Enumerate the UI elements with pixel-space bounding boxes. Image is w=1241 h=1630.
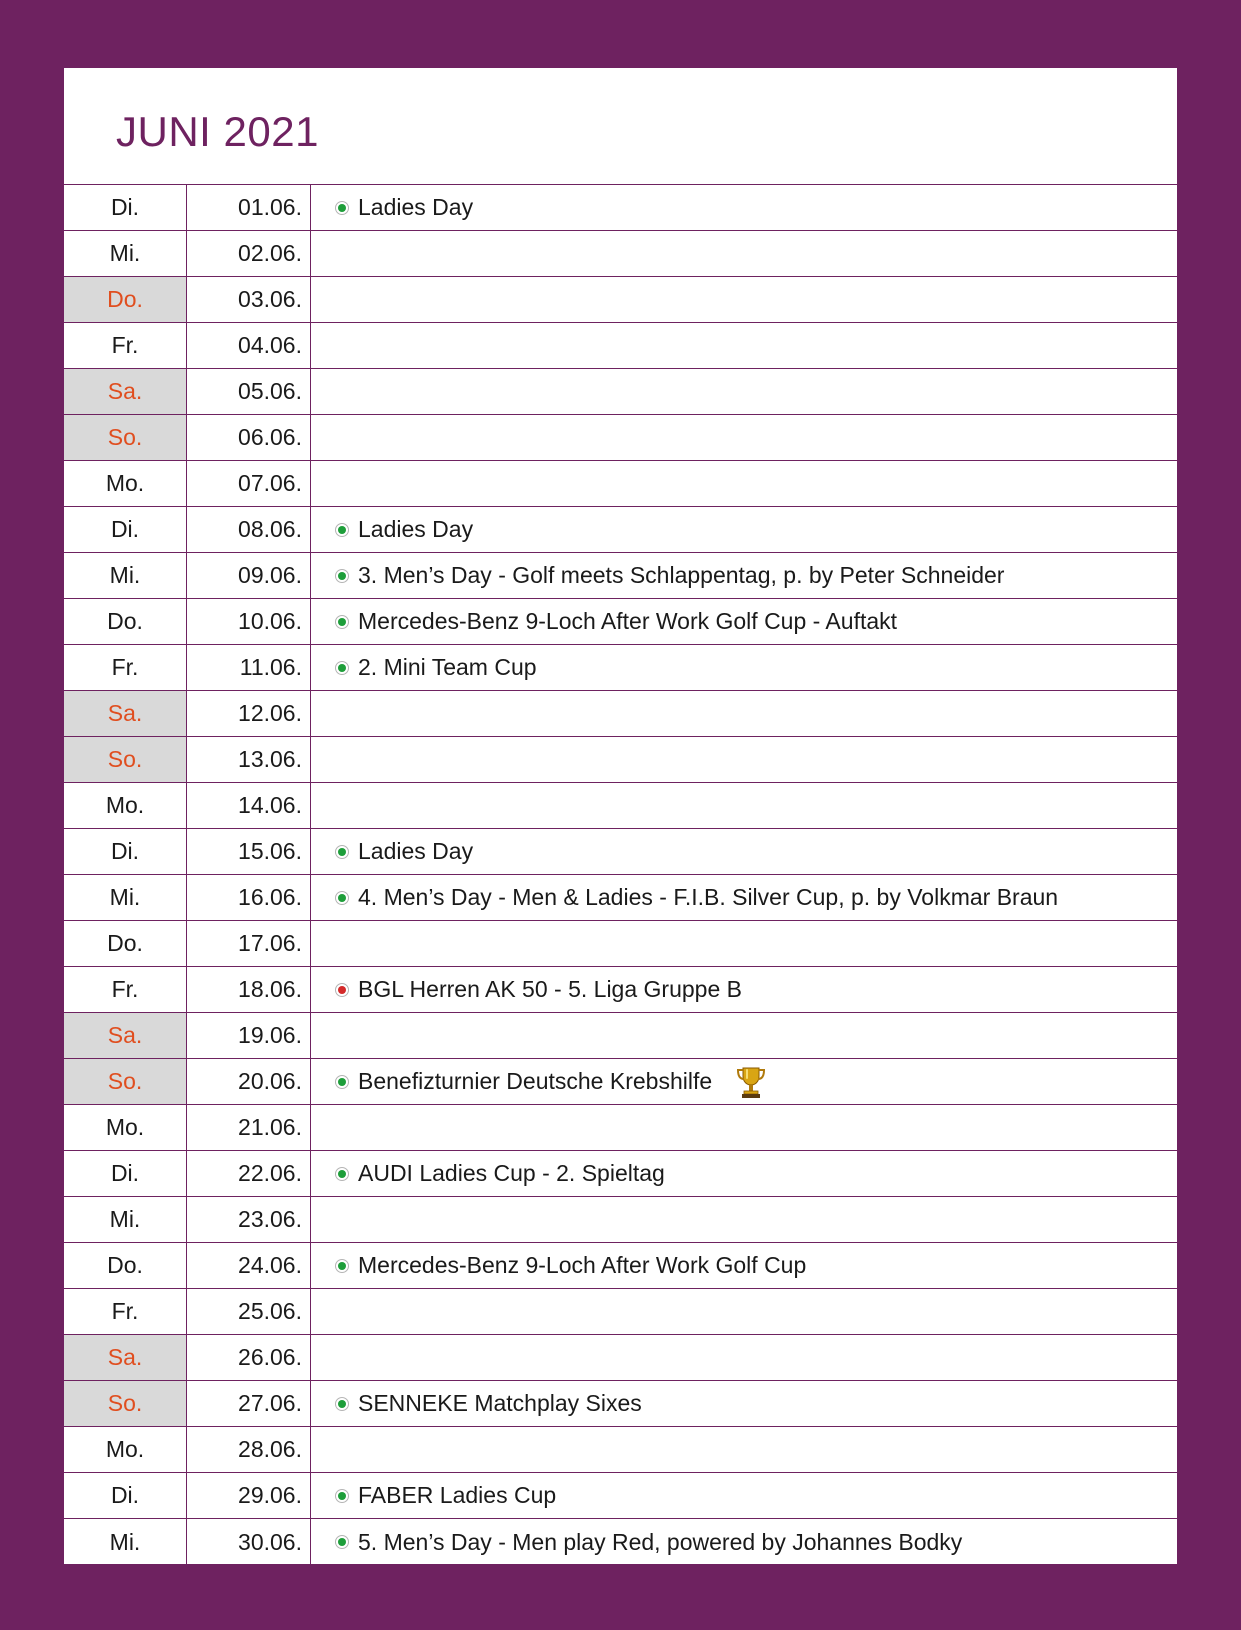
event-title: 5. Men’s Day - Men play Red, powered by Johannes Bodky bbox=[358, 1528, 963, 1555]
event-cell bbox=[311, 1151, 1177, 1196]
date-cell: 08.06. bbox=[187, 507, 311, 552]
calendar-row bbox=[64, 1381, 1177, 1427]
weekday-cell: Fr. bbox=[64, 1289, 187, 1334]
weekday-cell: So. bbox=[64, 415, 187, 460]
event-status-icon bbox=[335, 1075, 349, 1089]
weekday-cell: Fr. bbox=[64, 323, 187, 368]
event-status-icon bbox=[335, 523, 349, 537]
date-cell: 04.06. bbox=[187, 323, 311, 368]
calendar-row bbox=[64, 1243, 1177, 1289]
weekday-cell: Sa. bbox=[64, 1013, 187, 1058]
date-cell: 02.06. bbox=[187, 231, 311, 276]
date-cell: 22.06. bbox=[187, 1151, 311, 1196]
date-cell: 17.06. bbox=[187, 921, 311, 966]
calendar-row bbox=[64, 323, 1177, 369]
calendar-sheet bbox=[64, 68, 1177, 1564]
event-title: BGL Herren AK 50 - 5. Liga Gruppe B bbox=[358, 976, 742, 1002]
calendar-row bbox=[64, 1335, 1177, 1381]
event-cell bbox=[311, 507, 1177, 552]
event-title: Benefizturnier Deutsche Krebshilfe bbox=[358, 1068, 713, 1094]
weekday-cell: Mi. bbox=[64, 875, 187, 920]
date-cell: 11.06. bbox=[187, 645, 311, 690]
event-title: Mercedes-Benz 9-Loch After Work Golf Cup bbox=[358, 1252, 807, 1278]
date-cell: 23.06. bbox=[187, 1197, 311, 1242]
calendar-row bbox=[64, 921, 1177, 967]
weekday-cell: Di. bbox=[64, 1151, 187, 1196]
event-cell bbox=[311, 599, 1177, 644]
weekday-cell: So. bbox=[64, 1059, 187, 1104]
date-cell: 28.06. bbox=[187, 1427, 311, 1472]
date-cell: 20.06. bbox=[187, 1059, 311, 1104]
event-cell bbox=[311, 875, 1177, 920]
event-cell bbox=[311, 645, 1177, 690]
date-cell: 25.06. bbox=[187, 1289, 311, 1334]
event-status-icon bbox=[335, 1259, 349, 1273]
date-cell: 15.06. bbox=[187, 829, 311, 874]
event-title: Ladies Day bbox=[358, 838, 474, 864]
calendar-row bbox=[64, 1105, 1177, 1151]
calendar-row bbox=[64, 875, 1177, 921]
page-title: JUNI 2021 bbox=[116, 108, 319, 155]
calendar-table bbox=[64, 184, 1177, 1565]
calendar-row bbox=[64, 967, 1177, 1013]
weekday-cell: Di. bbox=[64, 185, 187, 230]
calendar-row bbox=[64, 829, 1177, 875]
date-cell: 14.06. bbox=[187, 783, 311, 828]
weekday-cell: Do. bbox=[64, 921, 187, 966]
date-cell: 12.06. bbox=[187, 691, 311, 736]
event-cell bbox=[311, 1473, 1177, 1518]
event-title: 4. Men’s Day - Men & Ladies - F.I.B. Silver Cup, p. by Volkmar Braun bbox=[358, 884, 1059, 910]
calendar-row bbox=[64, 599, 1177, 645]
event-status-icon bbox=[335, 569, 349, 583]
calendar-row bbox=[64, 1427, 1177, 1473]
weekday-cell: Do. bbox=[64, 277, 187, 322]
weekday-cell: Mi. bbox=[64, 1197, 187, 1242]
weekday-cell: Mo. bbox=[64, 461, 187, 506]
date-cell: 10.06. bbox=[187, 599, 311, 644]
weekday-cell: Sa. bbox=[64, 369, 187, 414]
date-cell: 06.06. bbox=[187, 415, 311, 460]
date-cell: 29.06. bbox=[187, 1473, 311, 1518]
date-cell: 01.06. bbox=[187, 185, 311, 230]
event-title: Mercedes-Benz 9-Loch After Work Golf Cup - Auftakt bbox=[358, 608, 898, 634]
calendar-row bbox=[64, 277, 1177, 323]
event-cell bbox=[311, 185, 1177, 230]
calendar-row bbox=[64, 415, 1177, 461]
date-cell: 21.06. bbox=[187, 1105, 311, 1150]
date-cell: 16.06. bbox=[187, 875, 311, 920]
weekday-cell: Di. bbox=[64, 829, 187, 874]
event-status-icon bbox=[335, 661, 349, 675]
calendar-row bbox=[64, 231, 1177, 277]
date-cell: 27.06. bbox=[187, 1381, 311, 1426]
calendar-row bbox=[64, 1289, 1177, 1335]
calendar-row bbox=[64, 1519, 1177, 1565]
date-cell: 07.06. bbox=[187, 461, 311, 506]
event-status-icon bbox=[335, 201, 349, 215]
weekday-cell: Fr. bbox=[64, 645, 187, 690]
date-cell: 09.06. bbox=[187, 553, 311, 598]
weekday-cell: Do. bbox=[64, 599, 187, 644]
event-status-icon bbox=[335, 891, 349, 905]
weekday-cell: Mi. bbox=[64, 231, 187, 276]
calendar-row bbox=[64, 369, 1177, 415]
weekday-cell: Sa. bbox=[64, 1335, 187, 1380]
calendar-row bbox=[64, 645, 1177, 691]
weekday-cell: Fr. bbox=[64, 967, 187, 1012]
calendar-row bbox=[64, 1473, 1177, 1519]
weekday-cell: Mo. bbox=[64, 783, 187, 828]
event-cell bbox=[311, 829, 1177, 874]
event-status-icon bbox=[335, 983, 349, 997]
calendar-row bbox=[64, 783, 1177, 829]
calendar-row bbox=[64, 1013, 1177, 1059]
weekday-cell: Di. bbox=[64, 1473, 187, 1518]
event-title: 3. Men’s Day - Golf meets Schlappentag, p. by Peter Schneider bbox=[358, 562, 1005, 588]
event-cell bbox=[311, 553, 1177, 598]
weekday-cell: So. bbox=[64, 737, 187, 782]
calendar-row bbox=[64, 553, 1177, 599]
event-title: SENNEKE Matchplay Sixes bbox=[358, 1390, 642, 1416]
event-title: AUDI Ladies Cup - 2. Spieltag bbox=[358, 1160, 665, 1186]
event-cell bbox=[311, 1059, 1177, 1104]
weekday-cell: Sa. bbox=[64, 691, 187, 736]
event-cell bbox=[311, 1381, 1177, 1426]
calendar-row bbox=[64, 185, 1177, 231]
calendar-row bbox=[64, 1197, 1177, 1243]
date-cell: 24.06. bbox=[187, 1243, 311, 1288]
event-cell bbox=[311, 967, 1177, 1012]
date-cell: 13.06. bbox=[187, 737, 311, 782]
date-cell: 05.06. bbox=[187, 369, 311, 414]
date-cell: 18.06. bbox=[187, 967, 311, 1012]
event-status-icon bbox=[335, 615, 349, 629]
weekday-cell: Mo. bbox=[64, 1105, 187, 1150]
weekday-cell: Di. bbox=[64, 507, 187, 552]
weekday-cell: Mo. bbox=[64, 1427, 187, 1472]
calendar-row bbox=[64, 461, 1177, 507]
event-status-icon bbox=[335, 1167, 349, 1181]
calendar-row bbox=[64, 1151, 1177, 1197]
event-title: FABER Ladies Cup bbox=[358, 1482, 557, 1508]
date-cell: 03.06. bbox=[187, 277, 311, 322]
calendar-row bbox=[64, 507, 1177, 553]
weekday-cell: So. bbox=[64, 1381, 187, 1426]
trophy-icon bbox=[736, 1065, 766, 1099]
event-cell bbox=[311, 1243, 1177, 1288]
date-cell: 30.06. bbox=[187, 1519, 311, 1565]
date-cell: 26.06. bbox=[187, 1335, 311, 1380]
event-title: Ladies Day bbox=[358, 516, 474, 542]
calendar-row bbox=[64, 737, 1177, 783]
calendar-row bbox=[64, 1059, 1177, 1105]
event-status-icon bbox=[335, 1489, 349, 1503]
event-status-icon bbox=[335, 1535, 349, 1549]
weekday-cell: Do. bbox=[64, 1243, 187, 1288]
event-status-icon bbox=[335, 845, 349, 859]
event-cell bbox=[311, 1519, 1177, 1565]
weekday-cell: Mi. bbox=[64, 553, 187, 598]
event-status-icon bbox=[335, 1397, 349, 1411]
date-cell: 19.06. bbox=[187, 1013, 311, 1058]
calendar-row bbox=[64, 691, 1177, 737]
event-title: Ladies Day bbox=[358, 194, 474, 220]
weekday-cell: Mi. bbox=[64, 1519, 187, 1565]
event-title: 2. Mini Team Cup bbox=[358, 654, 537, 680]
